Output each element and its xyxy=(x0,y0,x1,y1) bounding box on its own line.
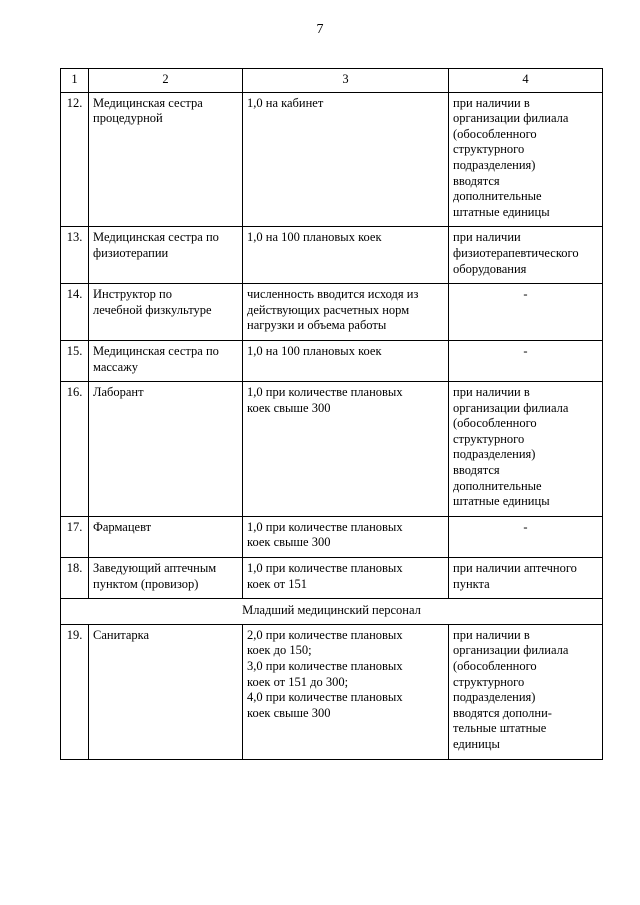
note-cell-line: вводятся xyxy=(453,173,500,188)
position-cell-line: массажу xyxy=(93,359,139,374)
norm-cell-line: коек от 151 xyxy=(247,576,308,591)
position-cell-line: Медицинская сестра по xyxy=(93,230,219,245)
position-cell-line: Лаборант xyxy=(93,385,144,400)
norm-cell xyxy=(243,92,449,227)
note-cell-line: подразделения) xyxy=(453,690,536,705)
position-cell xyxy=(89,284,243,341)
norm-cell-line: 1,0 при количестве плановых xyxy=(247,519,403,534)
note-cell-line: штатные единицы xyxy=(453,494,550,509)
position-cell-line: Инструктор по xyxy=(93,287,172,302)
note-cell-line: организации филиала xyxy=(453,400,569,415)
norm-cell xyxy=(243,516,449,557)
norm-cell xyxy=(243,624,449,759)
note-cell-line: вводятся дополни- xyxy=(453,705,552,720)
note-cell-line: структурного xyxy=(453,431,525,446)
norm-cell-line: 1,0 при количестве плановых xyxy=(247,561,403,576)
header-cell: 4 xyxy=(449,69,603,93)
header-cell: 3 xyxy=(243,69,449,93)
norm-cell xyxy=(243,382,449,517)
position-cell-line: лечебной физкультуре xyxy=(93,302,212,317)
note-cell-line: тельные штатные xyxy=(453,721,547,736)
norm-cell-line: коек от 151 до 300; xyxy=(247,674,349,689)
norm-cell-line: коек свыше 300 xyxy=(247,535,331,550)
note-cell-line: подразделения) xyxy=(453,447,536,462)
norm-cell xyxy=(243,558,449,599)
position-cell xyxy=(89,558,243,599)
note-cell-line: подразделения) xyxy=(453,157,536,172)
note-cell-line: при наличии аптечного xyxy=(453,561,577,576)
position-cell xyxy=(89,92,243,227)
norm-cell-line: 1,0 на 100 плановых коек xyxy=(247,230,382,245)
row-number: 18. xyxy=(61,558,89,599)
row-number: 13. xyxy=(61,227,89,284)
note-cell-line: при наличии в xyxy=(453,627,530,642)
norm-cell-line: коек свыше 300 xyxy=(247,400,331,415)
page-number: 7 xyxy=(316,22,324,37)
row-number: 12. xyxy=(61,92,89,227)
note-cell-line: дополнительные xyxy=(453,478,542,493)
position-cell-line: пунктом (провизор) xyxy=(93,576,199,591)
norm-cell xyxy=(243,284,449,341)
norm-cell xyxy=(243,227,449,284)
note-cell-line: при наличии xyxy=(453,230,521,245)
row-number: 14. xyxy=(61,284,89,341)
norm-cell-line: действующих расчетных норм xyxy=(247,302,410,317)
norm-cell-line: 3,0 при количестве плановых xyxy=(247,659,403,673)
norm-cell-line: 2,0 при количестве плановых xyxy=(247,627,403,642)
norm-cell-line: 4,0 при количестве плановых xyxy=(247,690,403,705)
table-row xyxy=(61,382,603,517)
position-cell-line: Фармацевт xyxy=(93,519,152,534)
note-cell xyxy=(449,516,603,557)
note-cell-line: единицы xyxy=(453,736,500,751)
row-number: 19. xyxy=(61,624,89,759)
row-number: 16. xyxy=(61,382,89,517)
note-cell-line: дополнительные xyxy=(453,189,542,204)
norm-cell-line: коек до 150; xyxy=(247,643,312,658)
position-cell-line: Медицинская сестра по xyxy=(93,343,219,358)
row-number: 15. xyxy=(61,340,89,381)
note-cell-line: - xyxy=(523,287,528,302)
note-cell-line: организации филиала xyxy=(453,111,569,126)
table-row xyxy=(61,516,603,557)
table-header-row xyxy=(61,69,603,93)
norm-cell-line: 1,0 на 100 плановых коек xyxy=(247,343,382,358)
row-number: 17. xyxy=(61,516,89,557)
position-cell-line: физиотерапии xyxy=(93,245,169,260)
note-cell-line: пункта xyxy=(453,576,490,591)
header-cell: 1 xyxy=(61,69,89,93)
section-row xyxy=(61,599,603,625)
note-cell-line: физиотерапевтического xyxy=(453,245,579,260)
note-cell xyxy=(449,340,603,381)
note-cell-line: вводятся xyxy=(453,463,500,478)
position-cell xyxy=(89,227,243,284)
note-cell-line: структурного xyxy=(453,142,525,157)
note-cell xyxy=(449,624,603,759)
norm-cell-line: нагрузки и объема работы xyxy=(247,318,387,333)
note-cell xyxy=(449,284,603,341)
note-cell-line: структурного xyxy=(453,674,525,689)
norm-cell-line: 1,0 на кабинет xyxy=(247,95,324,110)
section-title: Младший медицинский персонал xyxy=(61,599,603,625)
norm-cell-line: 1,0 при количестве плановых xyxy=(247,385,403,400)
note-cell-line: штатные единицы xyxy=(453,204,550,219)
position-cell-line: Медицинская сестра xyxy=(93,95,203,110)
position-cell xyxy=(89,340,243,381)
note-cell-line: организации филиала xyxy=(453,643,569,658)
note-cell-line: (обособленного xyxy=(453,659,537,673)
position-cell xyxy=(89,624,243,759)
table-row xyxy=(61,92,603,227)
note-cell xyxy=(449,227,603,284)
note-cell-line: оборудования xyxy=(453,261,527,276)
note-cell-line: при наличии в xyxy=(453,385,530,400)
table-row xyxy=(61,284,603,341)
position-cell-line: Санитарка xyxy=(93,627,150,642)
note-cell-line: - xyxy=(523,343,528,358)
note-cell-line: (обособленного xyxy=(453,126,537,141)
staffing-table xyxy=(60,68,603,760)
note-cell-line: - xyxy=(523,519,528,534)
note-cell-line: при наличии в xyxy=(453,95,530,110)
position-cell-line: Заведующий аптечным xyxy=(93,561,217,576)
table-row xyxy=(61,624,603,759)
table-row xyxy=(61,340,603,381)
norm-cell-line: коек свыше 300 xyxy=(247,705,331,720)
table-row xyxy=(61,227,603,284)
position-cell-line: процедурной xyxy=(93,111,163,126)
note-cell-line: (обособленного xyxy=(453,416,537,431)
position-cell xyxy=(89,382,243,517)
norm-cell-line: численность вводится исходя из xyxy=(247,287,419,302)
header-cell: 2 xyxy=(89,69,243,93)
position-cell xyxy=(89,516,243,557)
note-cell xyxy=(449,382,603,517)
note-cell xyxy=(449,92,603,227)
norm-cell xyxy=(243,340,449,381)
note-cell xyxy=(449,558,603,599)
table-row xyxy=(61,558,603,599)
